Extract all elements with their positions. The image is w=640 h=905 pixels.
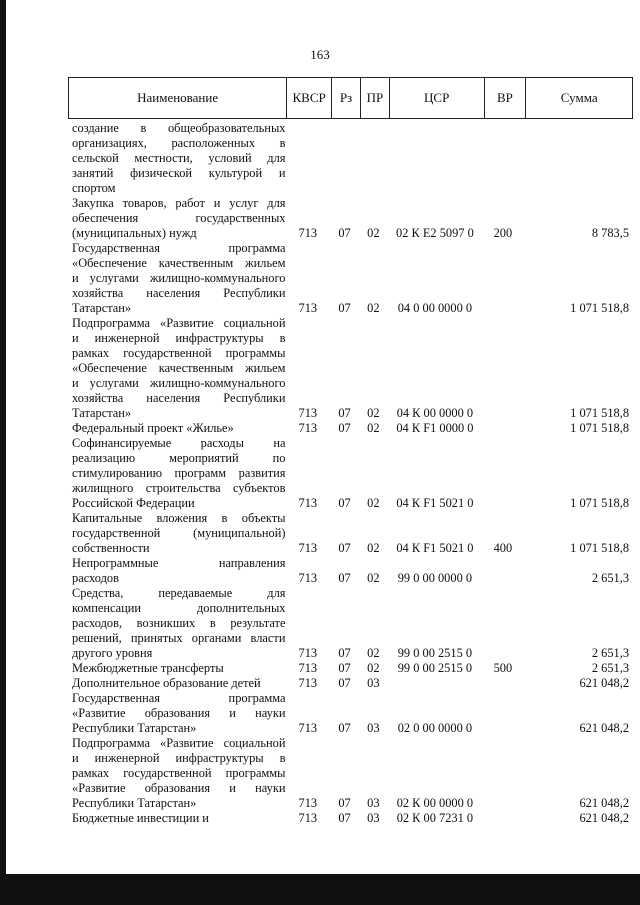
table-header [68, 77, 633, 119]
cell-kvsr: 713 [298, 676, 318, 690]
cell-name [68, 316, 285, 421]
cell-sum: 1 071 518,8 [570, 301, 630, 315]
cell-pr: 02 [367, 646, 380, 660]
cell-name-line: и инженерной инфраструктуры в [72, 331, 286, 345]
cell-csr: 99 0 00 0000 0 [397, 571, 473, 585]
cell-name [68, 661, 285, 676]
header-sum: Сумма [560, 90, 598, 105]
table-row [68, 661, 633, 676]
cell-name-line: Подпрограмма «Развитие социальной [72, 736, 286, 750]
cell-name-line: расходов [72, 571, 119, 585]
cell-rz: 07 [338, 571, 351, 585]
header-name: Наименование [69, 78, 287, 118]
cell-name-line: Капитальные вложения в объекты [72, 511, 286, 525]
cell-name-line: рамках государственной программы [72, 766, 286, 780]
cell-rz: 07 [338, 541, 351, 555]
cell-name-line: расходов, возникших в результате [72, 616, 286, 630]
cell-name-line: сельской местности, условий для [72, 151, 286, 165]
cell-kvsr: 713 [298, 646, 318, 660]
cell-kvsr: 713 [298, 541, 318, 555]
cell-name-line: Подпрограмма «Развитие социальной [72, 316, 286, 330]
cell-pr: 02 [367, 541, 380, 555]
cell-name-line: Республики Татарстан» [72, 721, 197, 735]
cell-sum: 2 651,3 [591, 661, 630, 675]
cell-name-line: реализацию мероприятий по [72, 451, 286, 465]
cell-pr: 03 [367, 676, 380, 690]
cell-name-line: государственной (муниципальной) [72, 526, 286, 540]
table-row [68, 121, 633, 196]
cell-name-line: Бюджетные инвестиции и [72, 811, 209, 825]
cell-name-line: Российской Федерации [72, 496, 195, 510]
cell-name-line: решений, принятых органами власти [72, 631, 286, 645]
cell-pr: 03 [367, 811, 380, 825]
cell-name-line: Татарстан» [72, 406, 132, 420]
cell-sum: 621 048,2 [579, 721, 630, 735]
cell-name-line: Межбюджетные трансферты [72, 661, 224, 675]
cell-csr: 04 К F1 5021 0 [396, 541, 474, 555]
cell-pr: 02 [367, 661, 380, 675]
table-row [68, 586, 633, 661]
cell-sum: 2 651,3 [591, 646, 630, 660]
cell-name-line: Софинансируемые расходы на [72, 436, 286, 450]
cell-name-line: стимулированию программ развития [72, 466, 286, 480]
cell-name-line: «Обеспечение качественным жильем [72, 256, 286, 270]
cell-sum: 621 048,2 [579, 676, 630, 690]
table-row [68, 196, 633, 241]
cell-name [68, 676, 285, 691]
header-vr: ВР [485, 78, 527, 118]
cell-sum: 621 048,2 [579, 811, 630, 825]
cell-csr: 02 К 00 7231 0 [396, 811, 474, 825]
cell-sum: 2 651,3 [591, 571, 630, 585]
cell-csr: 04 К 00 0000 0 [396, 406, 474, 420]
cell-pr: 02 [367, 571, 380, 585]
cell-kvsr: 713 [298, 721, 318, 735]
cell-name [68, 196, 285, 241]
cell-rz: 07 [338, 406, 351, 420]
cell-rz: 07 [338, 811, 351, 825]
table-row [68, 436, 633, 511]
cell-csr: 02 0 00 0000 0 [397, 721, 473, 735]
cell-pr: 03 [367, 721, 380, 735]
cell-pr: 03 [367, 796, 380, 810]
cell-name-line: Государственная программа [72, 241, 286, 255]
scan-edge-bottom [0, 874, 640, 905]
cell-name-line: хозяйства населения Республики [72, 286, 286, 300]
table-row [68, 736, 633, 811]
header-kvsr: КВСР [287, 78, 332, 118]
cell-name-line: занятий физической культурой и [72, 166, 286, 180]
cell-sum: 1 071 518,8 [570, 421, 630, 435]
cell-pr: 02 [367, 301, 380, 315]
cell-sum: 1 071 518,8 [570, 541, 630, 555]
cell-name-line: Непрограммные направления [72, 556, 286, 570]
cell-name-line: (муниципальных) нужд [72, 226, 197, 240]
cell-name-line: Закупка товаров, работ и услуг для [72, 196, 286, 210]
cell-name [68, 421, 285, 436]
table-row [68, 241, 633, 316]
cell-name [68, 556, 285, 586]
header-pr: ПР [361, 78, 390, 118]
cell-name-line: компенсации дополнительных [72, 601, 286, 615]
cell-sum: 8 783,5 [591, 226, 630, 240]
cell-name-line: «Развитие образования и науки [72, 781, 286, 795]
cell-name-line: «Обеспечение качественным жильем [72, 361, 286, 375]
cell-name [68, 511, 285, 556]
cell-name-line: и инженерной инфраструктуры в [72, 751, 286, 765]
table-row [68, 316, 633, 421]
table-row [68, 421, 633, 436]
cell-rz: 07 [338, 661, 351, 675]
table-row [68, 691, 633, 736]
cell-name [68, 436, 285, 511]
cell-name-line: и услугами жилищно-коммунального [72, 271, 286, 285]
cell-name [68, 811, 285, 826]
cell-rz: 07 [338, 796, 351, 810]
scan-edge-left [0, 0, 6, 905]
cell-name-line: жилищного строительства субъектов [72, 481, 286, 495]
cell-name-line: спортом [72, 181, 116, 195]
cell-name-line: обеспечения государственных [72, 211, 286, 225]
cell-rz: 07 [338, 676, 351, 690]
table-row [68, 676, 633, 691]
cell-kvsr: 713 [298, 301, 318, 315]
table-row [68, 511, 633, 556]
cell-vr: 400 [493, 541, 513, 555]
header-csr: ЦСР [390, 78, 485, 118]
cell-rz: 07 [338, 721, 351, 735]
cell-kvsr: 713 [298, 406, 318, 420]
cell-name-line: и услугами жилищно-коммунального [72, 376, 286, 390]
table-row [68, 556, 633, 586]
cell-csr: 04 К F1 0000 0 [396, 421, 474, 435]
cell-pr: 02 [367, 421, 380, 435]
cell-name-line: организациях, расположенных в [72, 136, 286, 150]
cell-name-line: Государственная программа [72, 691, 286, 705]
cell-vr: 200 [493, 226, 513, 240]
cell-vr: 500 [493, 661, 513, 675]
cell-name-line: Республики Татарстан» [72, 796, 197, 810]
cell-rz: 07 [338, 496, 351, 510]
header-rz: Рз [332, 78, 361, 118]
cell-csr: 02 К Е2 5097 0 [396, 226, 474, 240]
cell-sum: 1 071 518,8 [570, 406, 630, 420]
cell-pr: 02 [367, 406, 380, 420]
cell-pr: 02 [367, 226, 380, 240]
cell-name-line: собственности [72, 541, 150, 555]
cell-rz: 07 [338, 226, 351, 240]
cell-pr: 02 [367, 496, 380, 510]
cell-name [68, 736, 285, 811]
cell-name [68, 241, 285, 316]
cell-csr: 04 К F1 5021 0 [396, 496, 474, 510]
page-number: 163 [310, 47, 330, 62]
cell-name-line: Дополнительное образование детей [72, 676, 261, 690]
cell-csr: 04 0 00 0000 0 [397, 301, 473, 315]
table-body [68, 121, 633, 826]
cell-sum: 1 071 518,8 [570, 496, 630, 510]
cell-rz: 07 [338, 301, 351, 315]
cell-name [68, 121, 285, 196]
cell-name-line: другого уровня [72, 646, 153, 660]
cell-name-line: хозяйства населения Республики [72, 391, 286, 405]
cell-name-line: Татарстан» [72, 301, 132, 315]
cell-kvsr: 713 [298, 226, 318, 240]
cell-csr: 99 0 00 2515 0 [397, 661, 473, 675]
cell-sum: 621 048,2 [579, 796, 630, 810]
cell-name-line: рамках государственной программы [72, 346, 286, 360]
cell-name-line: создание в общеобразовательных [72, 121, 286, 135]
table-row [68, 811, 633, 826]
cell-name [68, 691, 285, 736]
cell-rz: 07 [338, 646, 351, 660]
cell-kvsr: 713 [298, 421, 318, 435]
cell-kvsr: 713 [298, 796, 318, 810]
cell-name-line: Федеральный проект «Жилье» [72, 421, 234, 435]
cell-csr: 02 К 00 0000 0 [396, 796, 474, 810]
cell-kvsr: 713 [298, 661, 318, 675]
cell-kvsr: 713 [298, 571, 318, 585]
cell-csr: 99 0 00 2515 0 [397, 646, 473, 660]
cell-kvsr: 713 [298, 496, 318, 510]
cell-kvsr: 713 [298, 811, 318, 825]
cell-rz: 07 [338, 421, 351, 435]
cell-name-line: Средства, передаваемые для [72, 586, 286, 600]
cell-name [68, 586, 285, 661]
cell-name-line: «Развитие образования и науки [72, 706, 286, 720]
